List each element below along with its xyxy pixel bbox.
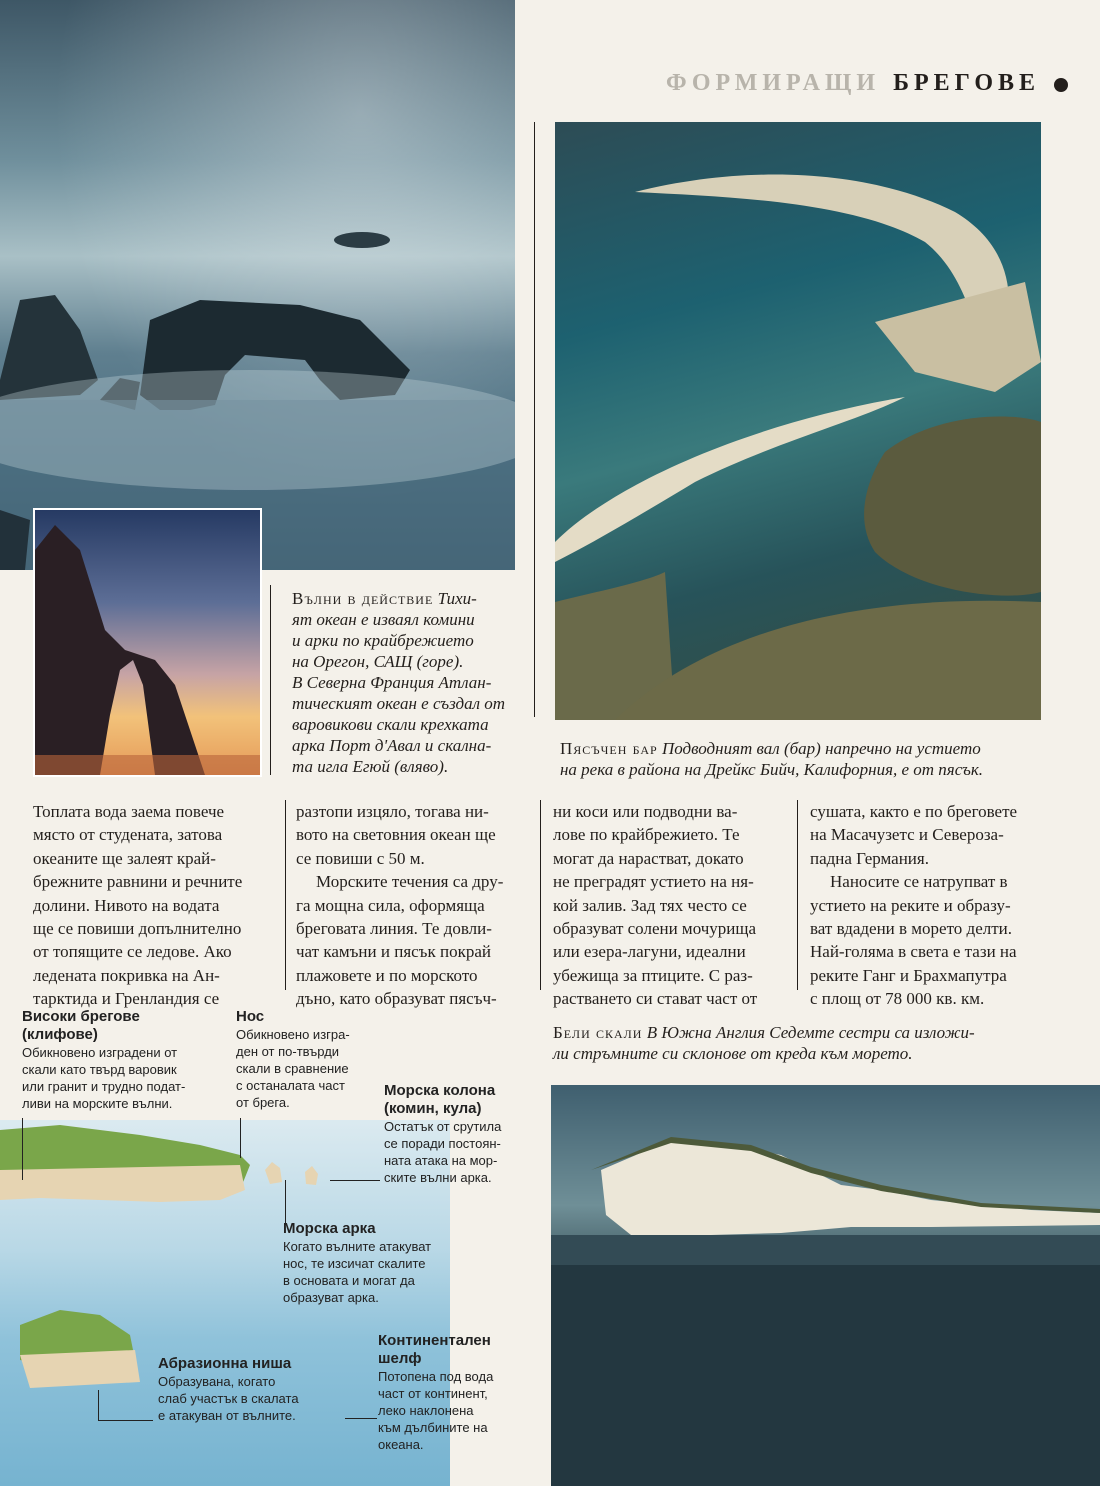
header-ghost-text: ФОРМИРАЩИ — [665, 70, 880, 96]
label-text: ден от по-твърди — [236, 1044, 340, 1059]
label-notch — [158, 1355, 338, 1424]
text-line: падна Германия. — [810, 848, 929, 868]
page-title: БРЕГОВЕ — [893, 70, 1040, 96]
sandbar-illustration — [555, 122, 1041, 720]
label-text: в основата и могат да — [283, 1273, 415, 1288]
column-rule — [540, 800, 541, 990]
label-text: от брега. — [236, 1095, 290, 1110]
label-text: Обикновено изградени от — [22, 1045, 178, 1060]
leader-line — [330, 1180, 380, 1181]
text-line: или езера-лагуни, идеални — [553, 942, 746, 962]
leader-line — [345, 1418, 377, 1419]
text-line: ни коси или подводни ва- — [553, 802, 738, 821]
text-column-3 — [553, 800, 781, 1011]
label-title: (клифове) — [22, 1026, 98, 1043]
label-text: към дълбините на — [378, 1420, 488, 1435]
text-line: от топящите се ледове. Ако — [33, 942, 232, 962]
photo-sea-arches — [0, 0, 515, 570]
text-line: дъно, като образуват пясъч- — [296, 989, 497, 1009]
arch-rock-illustration — [35, 510, 260, 775]
label-text: Обикновено изгра- — [236, 1027, 350, 1042]
text-line: Топлата вода заема повече — [33, 802, 225, 821]
label-stack — [384, 1082, 534, 1186]
text-column-1 — [33, 800, 273, 1011]
label-title: (комин, кула) — [384, 1100, 482, 1117]
text-line: разтопи изцяло, тогава ни- — [296, 802, 489, 821]
photo-sandbar — [555, 122, 1041, 720]
label-text: образуват арка. — [283, 1290, 379, 1305]
text-line: вото на световния океан ще — [296, 825, 496, 845]
text-line: чат камъни и пясък покрай — [296, 942, 491, 962]
text-line: устието на реките и образу- — [810, 895, 1011, 915]
label-text: е атакуван от вълните. — [158, 1408, 296, 1423]
text-line: място от студената, затова — [33, 825, 223, 845]
text-line: плажовете и по морското — [296, 965, 478, 985]
text-line: Най-голяма в света е тази на — [810, 942, 1017, 962]
label-text: се поради постоян- — [384, 1136, 501, 1151]
white-cliffs-illustration — [551, 1085, 1100, 1486]
text-line: образуват солени мочурища — [553, 919, 757, 939]
text-line: на Масачузетс и Североза- — [810, 825, 1004, 845]
caption-cliffs — [553, 1022, 1053, 1064]
label-text: нос, те изсичат скалите — [283, 1256, 426, 1271]
label-text: ските вълни арка. — [384, 1170, 492, 1185]
label-text: океана. — [378, 1437, 424, 1452]
label-text: ливи на морските вълни. — [22, 1096, 173, 1111]
text-line: сушата, както е по бреговете — [810, 802, 1018, 821]
caption-rule — [270, 585, 271, 775]
text-column-2 — [296, 800, 526, 1011]
label-text: Образувана, когато — [158, 1374, 276, 1389]
caption-line: та игла Егюй (вляво). — [292, 757, 449, 776]
text-line: не преградят устието на ня- — [553, 872, 754, 892]
text-line: ват вдадени в морето делти. — [810, 919, 1013, 939]
text-line: растването си стават част от — [553, 989, 758, 1009]
label-cape — [236, 1008, 376, 1111]
column-rule — [534, 122, 535, 717]
text-line: убежища за птиците. С раз- — [553, 965, 753, 985]
column-rule — [797, 800, 798, 990]
leader-line — [22, 1118, 23, 1180]
label-shelf — [378, 1332, 538, 1453]
caption-line: и арки по крайбрежието — [292, 631, 474, 650]
text-line: брежните равнини и речните — [33, 872, 243, 892]
caption-line: ли стръмните си склонове от креда към морето. — [553, 1044, 913, 1063]
text-line: кой залив. Зад тях често се — [553, 895, 747, 915]
sea-arches-illustration — [0, 0, 515, 570]
text-line: реките Ганг и Брахмапутра — [810, 965, 1007, 985]
column-rule — [285, 800, 286, 990]
photo-etretat-arch — [33, 508, 262, 777]
text-line: с площ от 78 000 кв. км. — [810, 989, 985, 1009]
label-title: Морска колона — [384, 1082, 496, 1099]
label-arch — [283, 1220, 463, 1306]
caption-line: тическият океан е създал от — [292, 694, 506, 713]
label-text: с останалата част — [236, 1078, 345, 1093]
text-line: га мощна сила, оформяща — [296, 895, 485, 915]
caption-line: В Южна Англия Седемте сестри са изложи- — [646, 1023, 975, 1042]
label-text: Потопена под вода — [378, 1369, 494, 1384]
caption-sandbar — [560, 738, 1060, 780]
label-text: Остатък от срутила — [384, 1119, 502, 1134]
caption-lead: Пясъчен бар — [560, 739, 658, 758]
text-column-4 — [810, 800, 1045, 1011]
caption-line: В Северна Франция Атлан- — [292, 673, 492, 692]
label-text: слаб участък в скалата — [158, 1391, 299, 1406]
caption-lead: Бели скали — [553, 1023, 643, 1042]
text-line: ледената покривка на Ан- — [33, 965, 220, 985]
label-text: скали като твърд варовик — [22, 1062, 177, 1077]
text-line: океаните ще залеят край- — [33, 848, 216, 868]
photo-white-cliffs — [551, 1085, 1100, 1486]
label-title: Абразионна ниша — [158, 1355, 292, 1372]
caption-line: на Орегон, САЩ (горе). — [292, 652, 464, 671]
label-title: шелф — [378, 1350, 422, 1367]
caption-line: Тихи- — [437, 589, 477, 608]
label-title: Континентален — [378, 1332, 491, 1349]
text-line: лове по крайбрежието. Те — [553, 825, 740, 845]
label-text: част от континент, — [378, 1386, 488, 1401]
label-text: Когато вълните атакуват — [283, 1239, 432, 1254]
label-title: Високи брегове — [22, 1008, 140, 1025]
caption-line: на река в района на Дрейкс Бийч, Калифорния, е от пясък. — [560, 760, 984, 779]
caption-waves — [292, 588, 512, 777]
label-text: или гранит и трудно подат- — [22, 1079, 186, 1094]
caption-line: варовикови скали крехката — [292, 715, 489, 734]
text-line: могат да нарастват, докато — [553, 848, 744, 868]
caption-line: арка Порт д'Авал и скална- — [292, 736, 492, 755]
text-line: долини. Нивото на водата — [33, 895, 220, 915]
label-text: леко наклонена — [378, 1403, 474, 1418]
caption-lead: Вълни в действие — [292, 589, 434, 608]
label-cliffs — [22, 1008, 222, 1112]
text-line: бреговата линия. Те довли- — [296, 919, 492, 939]
text-line: Морските течения са дру- — [316, 872, 504, 892]
text-line: Наносите се натрупват в — [830, 872, 1008, 892]
text-line: се повиши с 50 м. — [296, 848, 425, 868]
text-line: тарктида и Гренландия се — [33, 989, 220, 1009]
label-text: ната атака на мор- — [384, 1153, 498, 1168]
caption-line: Подводният вал (бар) напречно на устието — [661, 739, 981, 758]
caption-line: ят океан е изваял комини — [292, 610, 475, 629]
label-title: Нос — [236, 1008, 265, 1025]
leader-line — [240, 1118, 241, 1158]
text-line: ще се повиши допълнително — [33, 919, 242, 939]
label-text: скали в сравнение — [236, 1061, 349, 1076]
label-title: Морска арка — [283, 1220, 376, 1237]
leader-line — [285, 1180, 286, 1225]
leader-line — [98, 1420, 153, 1421]
leader-line — [98, 1390, 99, 1420]
bullet-icon — [1054, 78, 1068, 92]
